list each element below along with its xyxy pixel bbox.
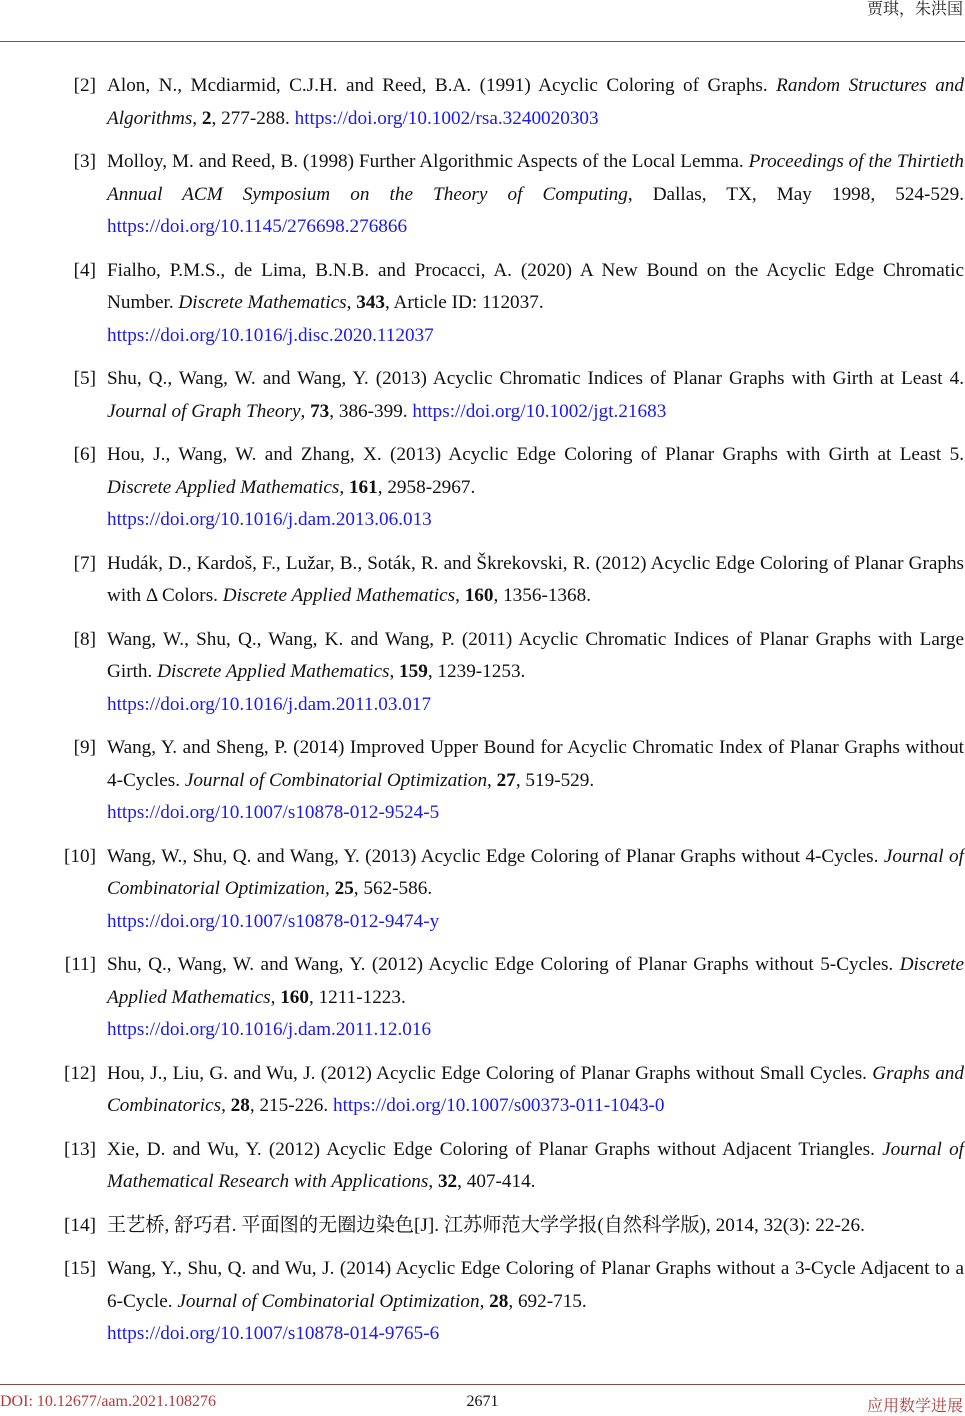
reference-number: [6] bbox=[73, 444, 96, 465]
reference-journal: Journal of Combinatorial Optimization bbox=[107, 845, 964, 899]
reference-volume: 160 bbox=[464, 585, 494, 606]
reference-doi-link[interactable]: https://doi.org/10.1007/s10878-012-9474-y bbox=[107, 910, 440, 932]
reference-authors-title: Wang, W., Shu, Q., Wang, K. and Wang, P. (2011) Acyclic Chromatic Indices of Planar Graphs with Large Girth. bbox=[107, 628, 964, 682]
reference-journal: Journal of Combinatorial Optimization bbox=[177, 1290, 480, 1312]
reference-authors-title: Wang, Y. and Sheng, P. (2014) Improved Upper Bound for Acyclic Chromatic Index of Planar Graphs without 4-Cycles. bbox=[107, 737, 964, 791]
reference-item: [15] Wang, Y., Shu, Q. and Wu, J. (2014) Acyclic Edge Coloring of Planar Graphs without a 3-Cycle Adjacent to a 6-Cycle. Journal of Combinatorial Optimization, 28, 692-715. https://doi.org/10.1007/s10878-014-9765-6 bbox=[0, 1253, 965, 1351]
reference-doi-link[interactable]: https://doi.org/10.1002/rsa.3240020303 bbox=[294, 107, 599, 129]
reference-number: [2] bbox=[73, 75, 96, 96]
reference-journal: Journal of Mathematical Research with Applications bbox=[107, 1138, 964, 1192]
reference-list bbox=[0, 70, 965, 1362]
reference-journal: Discrete Applied Mathematics bbox=[107, 954, 964, 1008]
reference-volume: 28 bbox=[230, 1095, 250, 1116]
reference-item: [11] Shu, Q., Wang, W. and Wang, Y. (2012) Acyclic Edge Coloring of Planar Graphs without 5-Cycles. Discrete Applied Mathematics, 160, 1211-1223. https://doi.org/10.1016/j.dam.2011.12.016 bbox=[0, 949, 965, 1047]
reference-number: [12] bbox=[64, 1062, 96, 1084]
reference-journal: Discrete Mathematics bbox=[178, 292, 347, 313]
reference-pages: , Dallas, TX, May 1998, 524-529. bbox=[627, 183, 964, 205]
reference-item: [10] Wang, W., Shu, Q. and Wang, Y. (2013) Acyclic Edge Coloring of Planar Graphs without 4-Cycles. Journal of Combinatorial Optimization, 25, 562-586. https://doi.org/10.1007/s10878-012-9474-y bbox=[0, 841, 965, 939]
reference-pages: , 407-414. bbox=[457, 1171, 536, 1192]
reference-item: [8] Wang, W., Shu, Q., Wang, K. and Wang, P. (2011) Acyclic Chromatic Indices of Planar Graphs with Large Girth. Discrete Applied Mathematics, 159, 1239-1253. https://doi.org/10.1016/j.dam.2011.03.017 bbox=[0, 624, 965, 722]
reference-item bbox=[0, 146, 965, 244]
reference-authors-title: Wang, W., Shu, Q. and Wang, Y. (2013) Acyclic Edge Coloring of Planar Graphs without 4-Cycles. bbox=[107, 845, 884, 867]
reference-pages: , Article ID: 112037. bbox=[385, 292, 544, 313]
reference-volume: 159 bbox=[399, 661, 428, 682]
reference-volume: 2 bbox=[201, 107, 212, 129]
reference-authors-title: Molloy, M. and Reed, B. (1998) Further Algorithmic Aspects of the Local Lemma. bbox=[107, 151, 749, 172]
reference-item bbox=[0, 1210, 965, 1243]
footer-journal-name: 应用数学进展 bbox=[866, 1398, 963, 1415]
reference-pages: , 215-226. bbox=[249, 1095, 333, 1116]
reference-number: [5] bbox=[73, 368, 96, 389]
reference-volume: 160 bbox=[280, 986, 309, 1008]
reference-journal: Discrete Applied Mathematics bbox=[107, 476, 340, 498]
reference-item: [9] Wang, Y. and Sheng, P. (2014) Improved Upper Bound for Acyclic Chromatic Index of Planar Graphs without 4-Cycles. Journal of Combinatorial Optimization, 27, 519-529. https://doi.org/10.1007/s10878-012-9524-5 bbox=[0, 732, 965, 830]
reference-journal: Discrete Applied Mathematics bbox=[222, 585, 456, 606]
reference-volume: 25 bbox=[334, 878, 354, 899]
reference-number: [11] bbox=[64, 954, 96, 975]
reference-journal: Random Structures and Algorithms bbox=[107, 75, 964, 129]
reference-journal: Proceedings of the Thirtieth Annual ACM Symposium on the Theory of Computing bbox=[107, 151, 964, 205]
reference-pages: , 562-586. bbox=[353, 878, 433, 899]
page-number: 2671 bbox=[466, 1393, 499, 1410]
reference-item: [7] Hudák, D., Kardoš, F., Lužar, B., Soták, R. and Škrekovski, R. (2012) Acyclic Edge Coloring of Planar Graphs with Δ Colors. Discrete Applied Mathematics, 160, 1356-1368. bbox=[0, 548, 965, 613]
reference-journal: Discrete Applied Mathematics bbox=[157, 661, 390, 682]
reference-doi-link[interactable]: https://doi.org/10.1016/j.disc.2020.112037 bbox=[107, 324, 434, 346]
page-header bbox=[0, 0, 965, 42]
reference-authors-title: Fialho, P.M.S., de Lima, B.N.B. and Procacci, A. (2020) A New Bound on the Acyclic Edge Chromatic Number. bbox=[107, 259, 964, 313]
reference-authors-title: Hudák, D., Kardoš, F., Lužar, B., Soták, R. and Škrekovski, R. (2012) Acyclic Edge Coloring of Planar Graphs with Δ Colors. bbox=[107, 552, 964, 606]
reference-authors-title: Shu, Q., Wang, W. and Wang, Y. (2013) Acyclic Chromatic Indices of Planar Graphs with Girth at Least 4. bbox=[107, 368, 964, 389]
page-footer bbox=[0, 1384, 965, 1415]
footer-doi[interactable]: DOI: 10.12677/aam.2021.108276 bbox=[0, 1393, 216, 1410]
reference-volume: 161 bbox=[348, 476, 378, 498]
reference-number: [14] bbox=[64, 1214, 96, 1236]
header-authors: 贾琪，朱洪国 bbox=[866, 1, 963, 18]
reference-authors-title: 王艺桥, 舒巧君. 平面图的无圈边染色[J]. 江苏师范大学学报(自然科学版), 2014, 32(3): 22-26. bbox=[107, 1214, 865, 1236]
reference-authors-title: Hou, J., Wang, W. and Zhang, X. (2013) Acyclic Edge Coloring of Planar Graphs with Girth at Least 5. bbox=[107, 444, 964, 465]
reference-volume: 28 bbox=[489, 1290, 509, 1312]
reference-number: [15] bbox=[64, 1258, 96, 1279]
reference-number: [10] bbox=[64, 845, 96, 867]
reference-doi-link[interactable]: https://doi.org/10.1145/276698.276866 bbox=[107, 216, 408, 237]
reference-pages: , 1239-1253. bbox=[427, 661, 526, 682]
reference-item: [4] Fialho, P.M.S., de Lima, B.N.B. and Procacci, A. (2020) A New Bound on the Acyclic Edge Chromatic Number. Discrete Mathematics, 343, Article ID: 112037. https://doi.org/10.1016/j.disc.2020.112037 bbox=[0, 255, 965, 353]
reference-item: [12] Hou, J., Liu, G. and Wu, J. (2012) Acyclic Edge Coloring of Planar Graphs without Small Cycles. Graphs and Combinatorics, 28, 215-226. https://doi.org/10.1007/s00373-011-1043-0 bbox=[0, 1058, 965, 1123]
reference-volume: 73 bbox=[310, 400, 330, 422]
reference-pages: , 386-399. bbox=[329, 400, 413, 422]
reference-volume: 343 bbox=[356, 292, 385, 313]
reference-pages: , 1356-1368. bbox=[493, 585, 592, 606]
reference-journal: Journal of Combinatorial Optimization bbox=[184, 769, 488, 791]
reference-doi-link[interactable]: https://doi.org/10.1016/j.dam.2011.12.016 bbox=[107, 1019, 432, 1040]
reference-number: [8] bbox=[73, 628, 96, 650]
reference-item: [6] Hou, J., Wang, W. and Zhang, X. (2013) Acyclic Edge Coloring of Planar Graphs with Girth at Least 5. Discrete Applied Mathematics, 161, 2958-2967. https://doi.org/10.1016/j.dam.2013.06.013 bbox=[0, 439, 965, 537]
reference-authors-title: Wang, Y., Shu, Q. and Wu, J. (2014) Acyclic Edge Coloring of Planar Graphs without a 3-Cycle Adjacent to a 6-Cycle. bbox=[107, 1258, 964, 1312]
reference-number: [3] bbox=[73, 151, 96, 172]
reference-volume: 32 bbox=[437, 1171, 458, 1192]
reference-pages: , 692-715. bbox=[508, 1290, 587, 1312]
reference-number: [9] bbox=[73, 737, 96, 758]
reference-authors-title: Hou, J., Liu, G. and Wu, J. (2012) Acyclic Edge Coloring of Planar Graphs without Small Cycles. bbox=[107, 1062, 873, 1084]
reference-volume: 27 bbox=[496, 769, 516, 791]
reference-authors-title: Xie, D. and Wu, Y. (2012) Acyclic Edge Coloring of Planar Graphs without Adjacent Triangles. bbox=[107, 1138, 883, 1160]
reference-doi-link[interactable]: https://doi.org/10.1016/j.dam.2011.03.017 bbox=[107, 693, 432, 715]
reference-pages: , 519-529. bbox=[515, 769, 595, 791]
reference-authors-title: Shu, Q., Wang, W. and Wang, Y. (2012) Acyclic Edge Coloring of Planar Graphs without 5-Cycles. bbox=[107, 954, 900, 975]
reference-doi-link[interactable]: https://doi.org/10.1007/s10878-014-9765-6 bbox=[107, 1323, 440, 1344]
reference-doi-link[interactable]: https://doi.org/10.1002/jgt.21683 bbox=[412, 400, 667, 422]
reference-doi-link[interactable]: https://doi.org/10.1007/s10878-012-9524-5 bbox=[107, 802, 440, 823]
reference-number: [13] bbox=[64, 1138, 96, 1160]
reference-item: [13] Xie, D. and Wu, Y. (2012) Acyclic Edge Coloring of Planar Graphs without Adjacent Triangles. Journal of Mathematical Research with Applications, 32, 407-414. bbox=[0, 1134, 965, 1199]
reference-authors-title: Alon, N., Mcdiarmid, C.J.H. and Reed, B.A. (1991) Acyclic Coloring of Graphs. bbox=[107, 75, 777, 96]
reference-number: [7] bbox=[73, 552, 96, 574]
reference-number: [4] bbox=[73, 259, 96, 281]
reference-doi-link[interactable]: https://doi.org/10.1016/j.dam.2013.06.013 bbox=[107, 509, 432, 530]
reference-item: [5] Shu, Q., Wang, W. and Wang, Y. (2013) Acyclic Chromatic Indices of Planar Graphs with Girth at Least 4. Journal of Graph Theory, 73, 386-399. https://doi.org/10.1002/jgt.21683 bbox=[0, 363, 965, 428]
reference-doi-link[interactable]: https://doi.org/10.1007/s00373-011-1043-0 bbox=[333, 1095, 665, 1116]
reference-journal: Graphs and Combinatorics bbox=[107, 1062, 964, 1116]
reference-pages: , 2958-2967. bbox=[377, 476, 476, 498]
reference-journal: Journal of Graph Theory bbox=[107, 400, 301, 422]
reference-pages: , 277-288. bbox=[211, 107, 295, 129]
reference-item: [2] Alon, N., Mcdiarmid, C.J.H. and Reed, B.A. (1991) Acyclic Coloring of Graphs. Random Structures and Algorithms, 2, 277-288. https://doi.org/10.1002/rsa.3240020303 bbox=[0, 70, 965, 135]
reference-pages: , 1211-1223. bbox=[308, 986, 406, 1008]
